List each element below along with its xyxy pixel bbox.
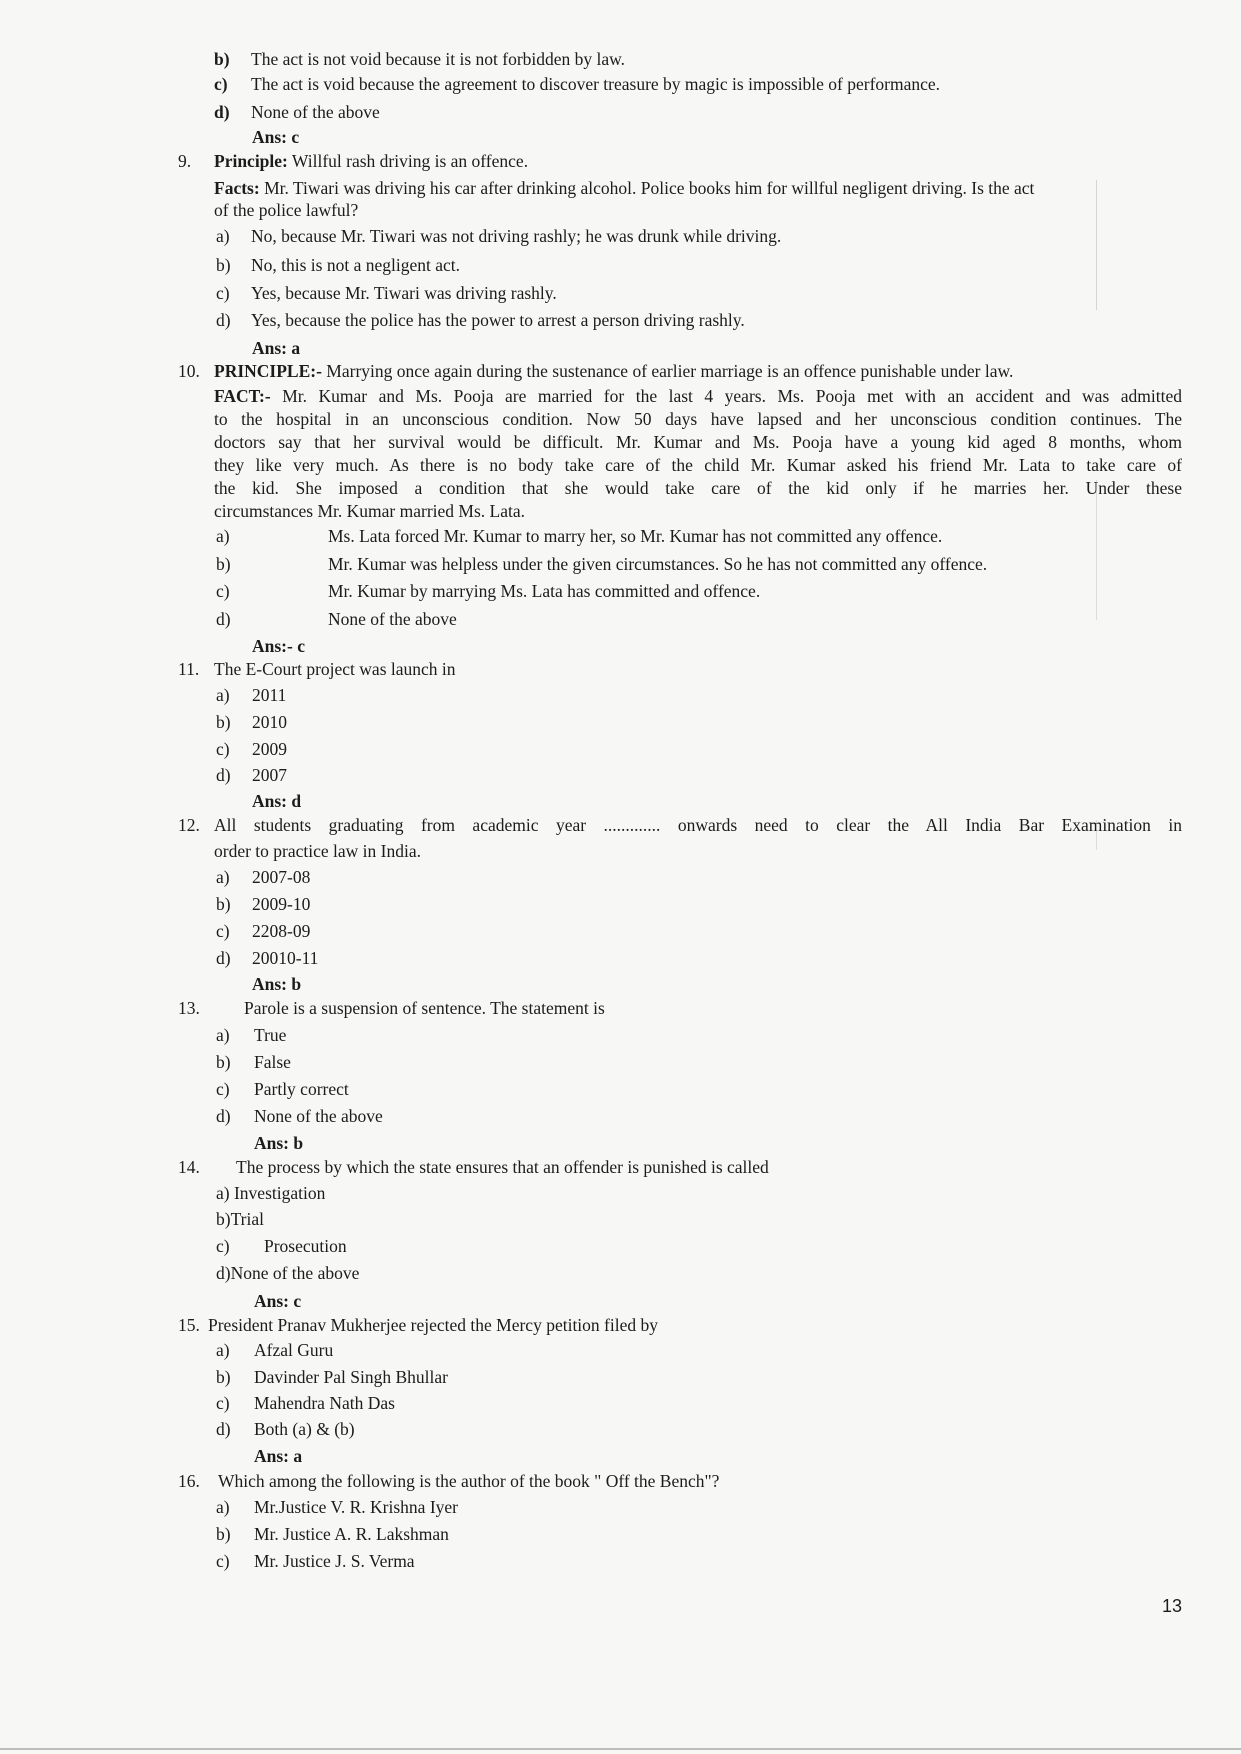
option-label: c)	[216, 283, 230, 303]
option-label: a)	[216, 867, 230, 887]
option-label: b)	[216, 894, 231, 914]
option-text: Yes, because the police has the power to arrest a person driving rashly.	[251, 310, 745, 330]
option-text: Mr. Kumar was helpless under the given circumstances. So he has not committed any offence.	[328, 554, 988, 574]
facts-text: doctors say that her survival would be difficult. Mr. Kumar and Ms. Pooja have a young kid aged 8 months, whom	[214, 432, 1182, 452]
option-label: c)	[216, 581, 230, 601]
answer-text: Ans: c	[254, 1291, 302, 1311]
option-text: Mr. Justice A. R. Lakshman	[254, 1524, 449, 1544]
page-number: 13	[1162, 1596, 1183, 1616]
option-label: d)	[216, 1106, 231, 1126]
option-text: 2010	[252, 712, 287, 732]
answer-text: Ans: b	[252, 974, 302, 994]
option-label: b)	[216, 712, 231, 732]
option-text: Mr. Justice J. S. Verma	[254, 1551, 415, 1571]
option-text: Yes, because Mr. Tiwari was driving rashly.	[251, 283, 557, 303]
question-number: 12.	[178, 815, 200, 835]
option-text: No, this is not a negligent act.	[251, 255, 460, 275]
option-text: 2007	[252, 765, 287, 785]
answer-text: Ans: a	[254, 1446, 303, 1466]
option-label: d)	[214, 102, 230, 122]
option-text: None of the above	[328, 609, 457, 629]
option-label: a)	[216, 226, 230, 246]
question-number: 10.	[178, 361, 200, 381]
option-text: False	[254, 1052, 291, 1072]
question-number: 11.	[178, 659, 200, 679]
option-text: 2007-08	[252, 867, 311, 887]
question-number: 15.	[178, 1315, 200, 1335]
option-text: The act is void because the agreement to discover treasure by magic is impossible of performance.	[251, 74, 941, 94]
option-text: Prosecution	[264, 1236, 347, 1256]
option-label: d)	[216, 1419, 231, 1439]
facts-text: to the hospital in an unconscious condition. Now 50 days have lapsed and her unconscious condition continues. The	[214, 409, 1182, 429]
scan-artifact	[1096, 180, 1097, 310]
facts-text: circumstances Mr. Kumar married Ms. Lata.	[214, 501, 526, 521]
option-text: 20010-11	[252, 948, 319, 968]
option-label: b)	[216, 255, 231, 275]
option-text: d)None of the above	[216, 1263, 360, 1283]
option-label: c)	[216, 1236, 230, 1256]
facts-text: Mr. Kumar and Ms. Pooja are married for the last 4 years. Ms. Pooja met with an accident and was admitted	[270, 386, 1182, 406]
question-number: 14.	[178, 1157, 200, 1177]
option-label: c)	[214, 74, 228, 94]
option-label: d)	[216, 765, 231, 785]
scan-artifact	[1096, 820, 1097, 850]
option-label: a)	[216, 1340, 230, 1360]
facts-text: Mr. Tiwari was driving his car after drinking alcohol. Police books him for willful negligent driving. Is the act	[259, 178, 1035, 198]
scan-artifact	[1096, 480, 1097, 620]
option-text: No, because Mr. Tiwari was not driving rashly; he was drunk while driving.	[251, 226, 782, 246]
answer-text: Ans: a	[252, 338, 301, 358]
question-text: order to practice law in India.	[214, 841, 421, 861]
option-label: a)	[216, 526, 230, 546]
question-text: Parole is a suspension of sentence. The statement is	[244, 998, 605, 1018]
facts-label: FACT:-	[214, 386, 271, 406]
facts-text: of the police lawful?	[214, 200, 359, 220]
option-text: Davinder Pal Singh Bhullar	[254, 1367, 448, 1387]
facts-text: the kid. She imposed a condition that she would take care of the kid only if he marries her. Under these	[214, 478, 1182, 498]
option-label: c)	[216, 1551, 230, 1571]
option-text: Partly correct	[254, 1079, 349, 1099]
answer-text: Ans: c	[252, 127, 300, 147]
option-label: d)	[216, 609, 231, 629]
option-label: c)	[216, 1393, 230, 1413]
option-text: Mr.Justice V. R. Krishna Iyer	[254, 1497, 458, 1517]
question-number: 16.	[178, 1471, 200, 1491]
option-label: b)	[216, 1367, 231, 1387]
option-label: d)	[216, 310, 231, 330]
question-facts	[214, 177, 1034, 199]
question-number: 13.	[178, 998, 200, 1018]
facts-text: they like very much. As there is no body take care of the child Mr. Kumar asked his friend Mr. Lata to take care of	[214, 455, 1182, 475]
option-text: None of the above	[254, 1106, 383, 1126]
option-text: a) Investigation	[216, 1183, 326, 1203]
option-text: The act is not void because it is not forbidden by law.	[251, 49, 626, 69]
question-text: The process by which the state ensures that an offender is punished is called	[236, 1157, 769, 1177]
option-label: b)	[214, 49, 230, 69]
principle-label: PRINCIPLE:-	[214, 361, 322, 381]
option-label: c)	[216, 921, 230, 941]
option-text: 2009-10	[252, 894, 311, 914]
option-text: Both (a) & (b)	[254, 1419, 355, 1439]
option-text: True	[254, 1025, 287, 1045]
page-bottom-edge	[0, 1748, 1241, 1750]
option-text: 2208-09	[252, 921, 311, 941]
option-label: b)	[216, 1524, 231, 1544]
principle-text: Marrying once again during the sustenance of earlier marriage is an offence punishable under law.	[321, 361, 1014, 381]
facts-label: Facts:	[214, 178, 260, 198]
answer-text: Ans: d	[252, 791, 302, 811]
question-text: All students graduating from academic year ............. onwards need to clear the All India Bar Examination in	[214, 815, 1182, 835]
question-principle	[214, 150, 528, 172]
option-text: Mr. Kumar by marrying Ms. Lata has committed and offence.	[328, 581, 761, 601]
option-text: Afzal Guru	[254, 1340, 334, 1360]
option-label: c)	[216, 1079, 230, 1099]
option-label: b)	[216, 1052, 231, 1072]
answer-text: Ans:- c	[252, 636, 305, 656]
principle-text: Willful rash driving is an offence.	[287, 151, 529, 171]
option-label: b)	[216, 554, 231, 574]
question-text: The E-Court project was launch in	[214, 659, 456, 679]
option-text: Ms. Lata forced Mr. Kumar to marry her, so Mr. Kumar has not committed any offence.	[328, 526, 943, 546]
option-text: b)Trial	[216, 1209, 264, 1229]
principle-label: Principle:	[214, 151, 288, 171]
option-text: Mahendra Nath Das	[254, 1393, 395, 1413]
question-number: 9.	[178, 151, 192, 171]
question-facts	[214, 385, 1182, 407]
option-label: a)	[216, 1025, 230, 1045]
option-label: a)	[216, 1497, 230, 1517]
option-text: 2011	[252, 685, 287, 705]
question-text: Which among the following is the author of the book " Off the Bench"?	[218, 1471, 720, 1491]
option-text: None of the above	[251, 102, 380, 122]
question-text: President Pranav Mukherjee rejected the Mercy petition filed by	[208, 1315, 658, 1335]
option-label: d)	[216, 948, 231, 968]
option-text: 2009	[252, 739, 287, 759]
option-label: c)	[216, 739, 230, 759]
answer-text: Ans: b	[254, 1133, 304, 1153]
option-label: a)	[216, 685, 230, 705]
question-principle	[214, 360, 1013, 382]
